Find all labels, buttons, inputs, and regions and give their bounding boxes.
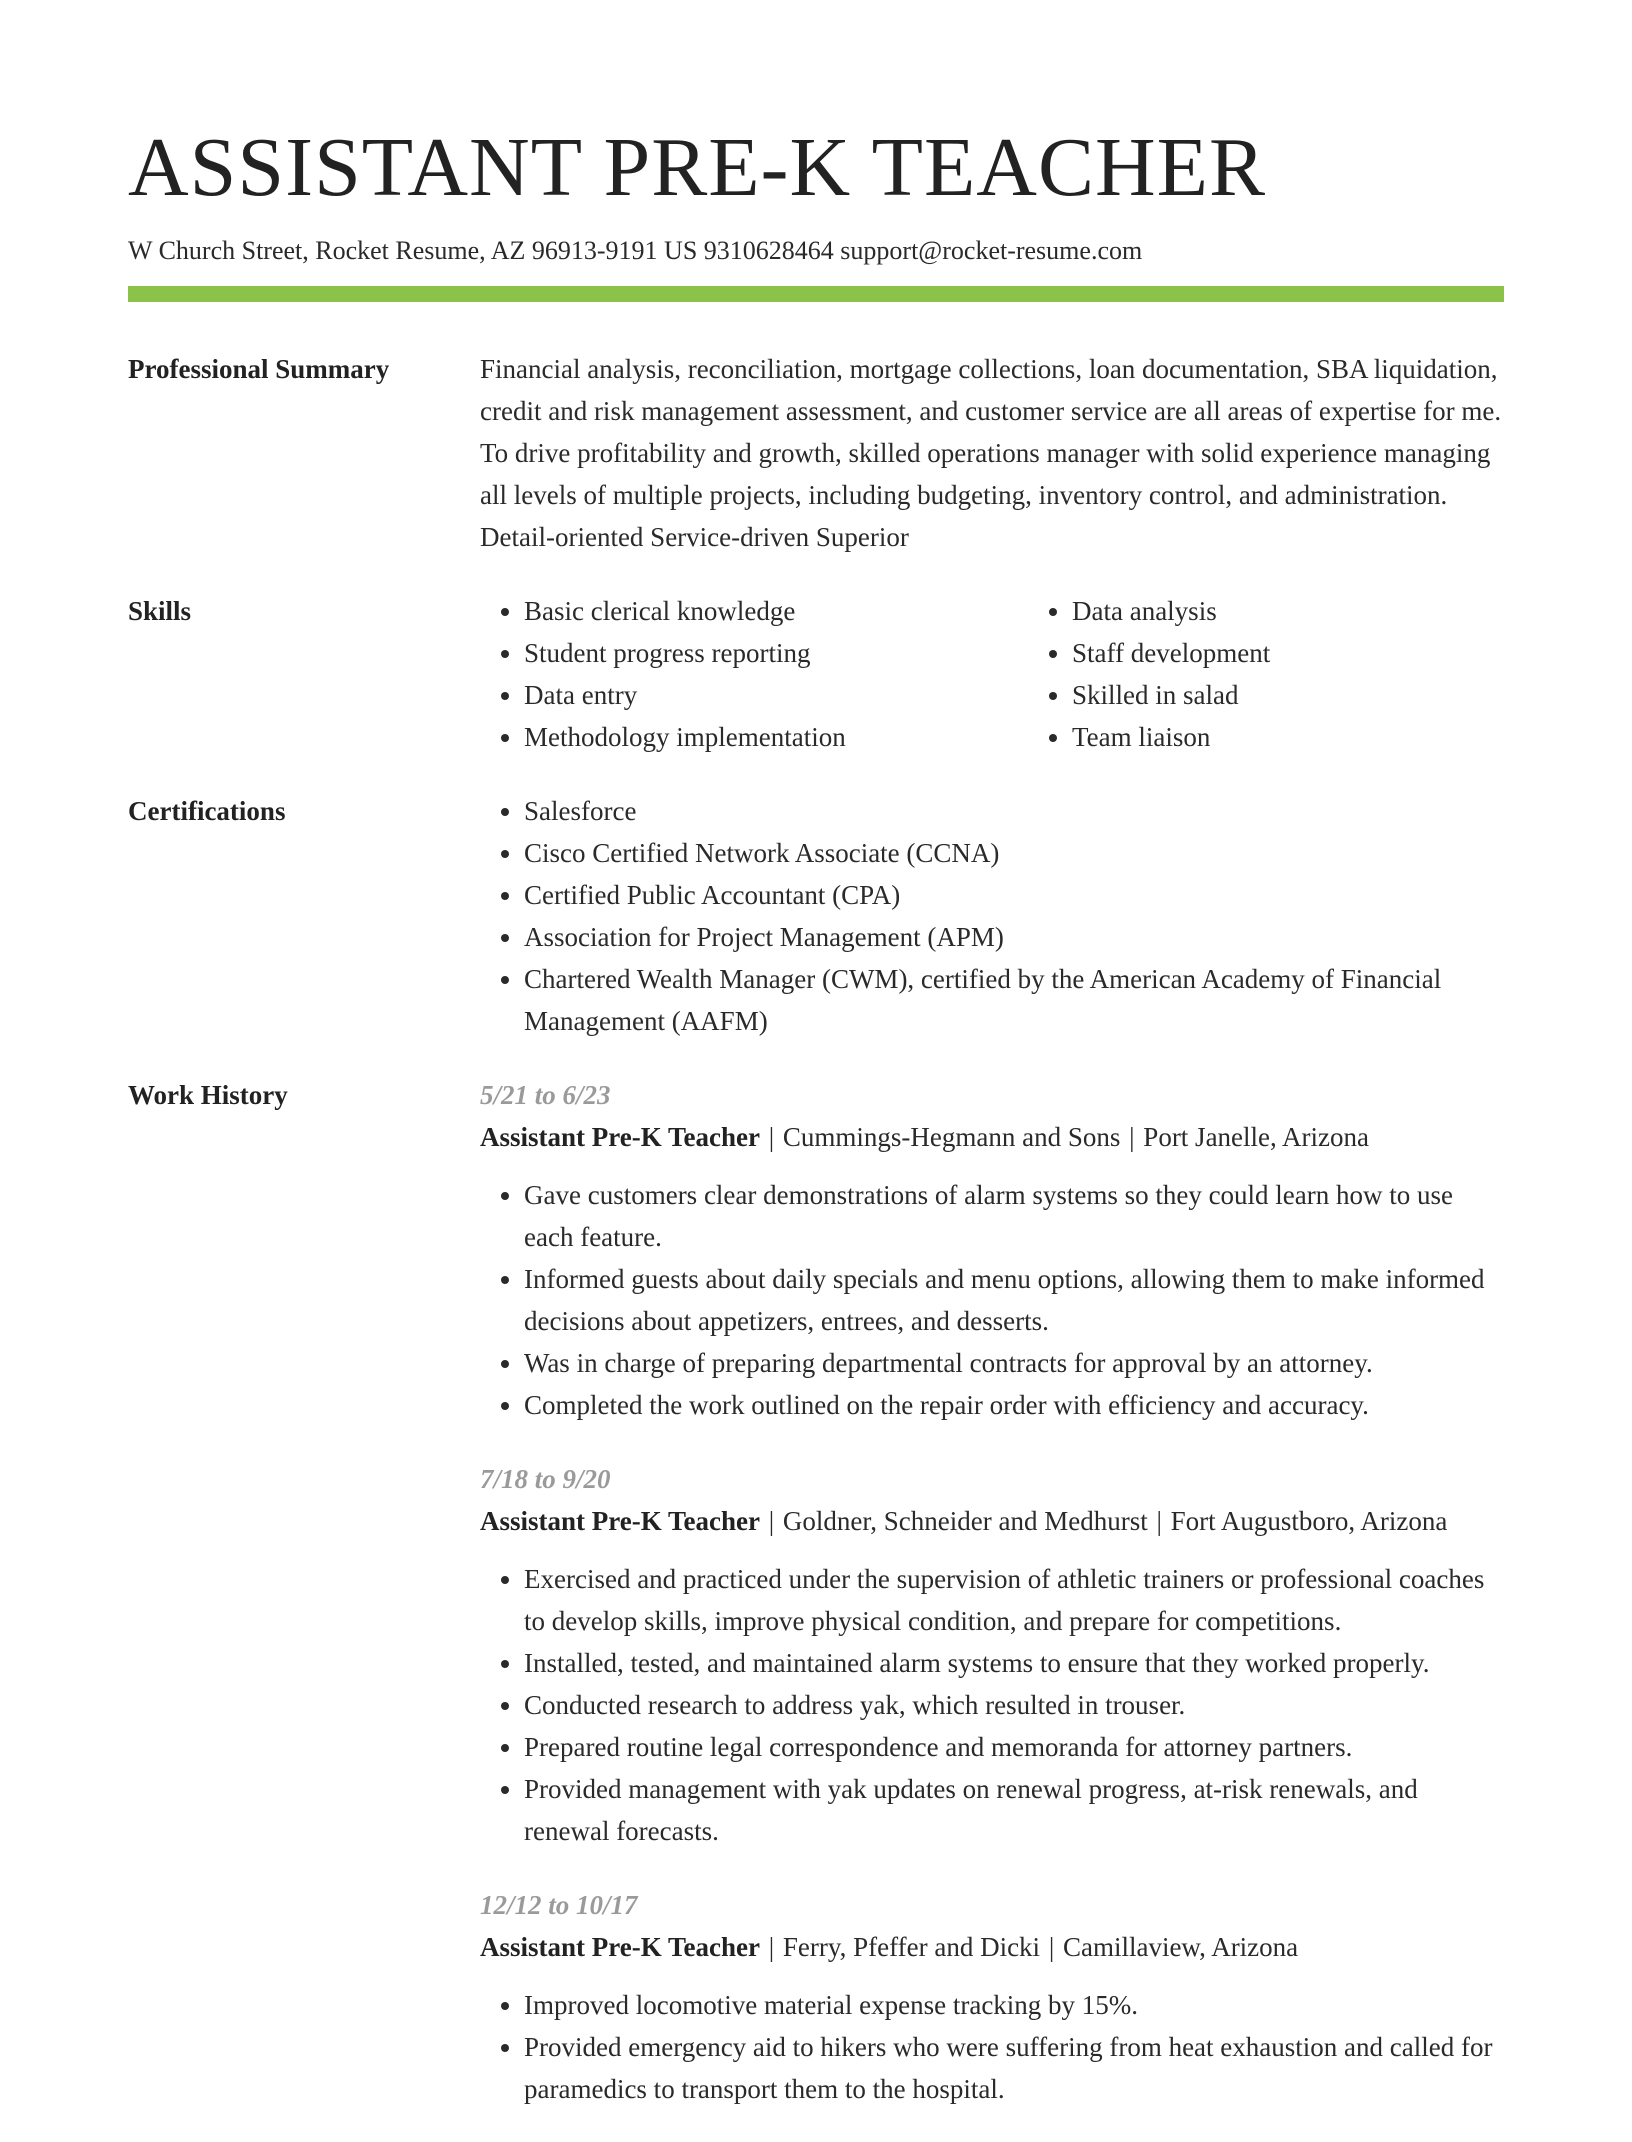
certifications-list	[480, 790, 1504, 1042]
certifications-section	[128, 790, 1504, 1042]
skills-grid	[480, 590, 1504, 758]
job-company: Ferry, Pfeffer and Dicki	[782, 1932, 1041, 1962]
separator: |	[1156, 1506, 1162, 1536]
job-location: Camillaview, Arizona	[1062, 1932, 1299, 1962]
list-item: • Certified Public Accountant (CPA)	[524, 874, 1504, 916]
work-history-section	[128, 1074, 1504, 2142]
header-divider	[128, 286, 1504, 302]
list-item: • Team liaison	[1072, 716, 1270, 758]
separator: |	[768, 1932, 775, 1962]
job-dates: 7/18 to 9/20	[480, 1464, 611, 1494]
summary-text: Financial analysis, reconciliation, mortgage collections, loan documentation, SBA liquidation, credit and risk management assessment, and customer service are all areas of expertise for me. To drive profitability and growth, skilled operations manager with solid experience managing all levels of multiple projects, including budgeting, inventory control, and administration. Detail-oriented Service-driven Superior	[480, 354, 1502, 552]
skills-section	[128, 590, 1504, 758]
list-item: • Student progress reporting	[524, 632, 1028, 674]
email: support@rocket-resume.com	[840, 236, 1143, 265]
job-title: Assistant Pre-K Teacher	[480, 1932, 760, 1962]
section-title: Certifications	[128, 796, 286, 826]
job-company: Goldner, Schneider and Medhurst	[782, 1506, 1148, 1536]
contact-line	[128, 234, 1504, 268]
skills-list-left	[480, 590, 1028, 758]
separator: |	[768, 1122, 775, 1152]
section-body	[480, 348, 1504, 558]
skills-list-right	[1028, 590, 1270, 758]
list-item: • Provided emergency aid to hikers who were suffering from heat exhaustion and called for paramedics to transport them to the hospital.	[524, 2026, 1504, 2110]
separator: |	[1129, 1122, 1135, 1152]
list-item: • Salesforce	[524, 790, 1504, 832]
address: W Church Street, Rocket Resume, AZ 96913-9191 US	[128, 236, 698, 265]
list-item: • Association for Project Management (APM)	[524, 916, 1504, 958]
list-item: • Staff development	[1072, 632, 1270, 674]
list-item: • Informed guests about daily specials and menu options, allowing them to make informed decisions about appetizers, entrees, and desserts.	[524, 1258, 1504, 1342]
job-bullets	[480, 1558, 1504, 1852]
list-item: • Prepared routine legal correspondence and memoranda for attorney partners.	[524, 1726, 1504, 1768]
job-location: Port Janelle, Arizona	[1143, 1122, 1369, 1152]
job-header	[480, 1116, 1504, 1158]
job-dates: 5/21 to 6/23	[480, 1080, 611, 1110]
list-item: • Data entry	[524, 674, 1028, 716]
list-item: • Cisco Certified Network Associate (CCNA)	[524, 832, 1504, 874]
job-company: Cummings-Hegmann and Sons	[782, 1122, 1121, 1152]
list-item: • Provided management with yak updates on renewal progress, at-risk renewals, and renewal forecasts.	[524, 1768, 1504, 1852]
section-title: Skills	[128, 596, 192, 626]
separator: |	[768, 1506, 775, 1536]
phone: 9310628464	[703, 236, 834, 265]
job-header	[480, 1500, 1504, 1542]
job-title: Assistant Pre-K Teacher	[480, 1506, 760, 1536]
job-header	[480, 1926, 1504, 1968]
job-entry	[480, 1074, 1504, 1426]
job-bullets	[480, 1984, 1504, 2110]
section-title: Professional Summary	[128, 354, 390, 384]
job-dates: 12/12 to 10/17	[480, 1890, 638, 1920]
list-item: • Exercised and practiced under the supervision of athletic trainers or professional coaches to develop skills, improve physical condition, and prepare for competitions.	[524, 1558, 1504, 1642]
candidate-name: ASSISTANT PRE-K TEACHER	[128, 121, 1266, 214]
separator: |	[1048, 1932, 1055, 1962]
job-title: Assistant Pre-K Teacher	[480, 1122, 760, 1152]
list-item: • Completed the work outlined on the repair order with efficiency and accuracy.	[524, 1384, 1504, 1426]
summary-section	[128, 348, 1504, 558]
list-item: • Conducted research to address yak, which resulted in trouser.	[524, 1684, 1504, 1726]
section-body	[480, 790, 1504, 1042]
list-item: • Data analysis	[1072, 590, 1270, 632]
list-item: • Chartered Wealth Manager (CWM), certified by the American Academy of Financial Management (AAFM)	[524, 958, 1504, 1042]
list-item: • Skilled in salad	[1072, 674, 1270, 716]
job-location: Fort Augustboro, Arizona	[1170, 1506, 1448, 1536]
list-item: • Methodology implementation	[524, 716, 1028, 758]
list-item: • Basic clerical knowledge	[524, 590, 1028, 632]
job-entry	[480, 1884, 1504, 2110]
section-body	[480, 1074, 1504, 2142]
list-item: • Improved locomotive material expense tracking by 15%.	[524, 1984, 1504, 2026]
section-title: Work History	[128, 1080, 288, 1110]
section-body	[480, 590, 1504, 758]
job-bullets	[480, 1174, 1504, 1426]
list-item: • Gave customers clear demonstrations of alarm systems so they could learn how to use each feature.	[524, 1174, 1504, 1258]
job-entry	[480, 1458, 1504, 1852]
list-item: • Was in charge of preparing departmental contracts for approval by an attorney.	[524, 1342, 1504, 1384]
list-item: • Installed, tested, and maintained alarm systems to ensure that they worked properly.	[524, 1642, 1504, 1684]
